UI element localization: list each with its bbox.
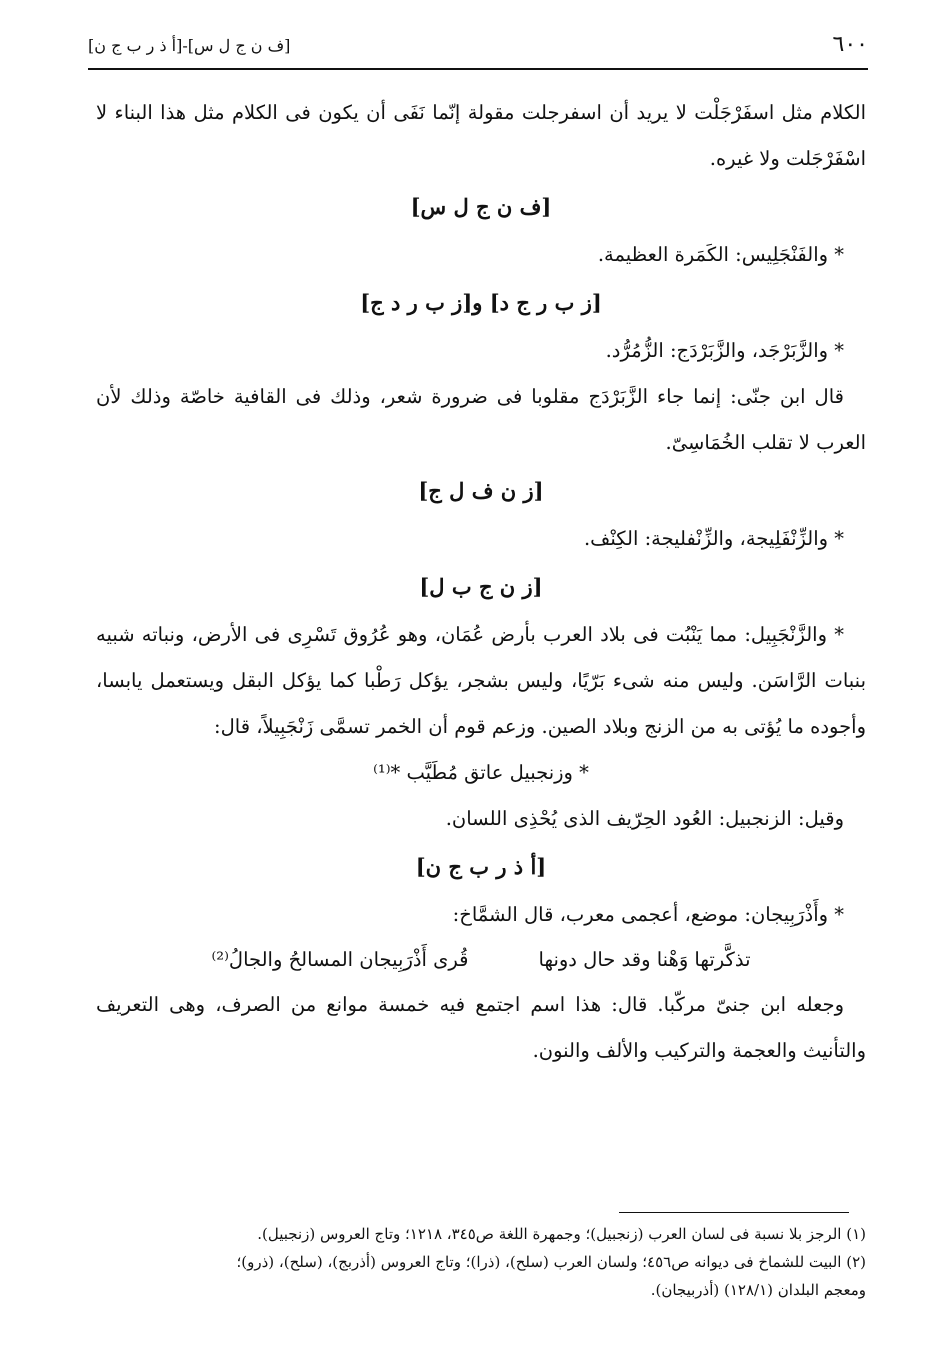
paragraph: وقيل: الزنجبيل: العُود الحِرّيف الذى يُحْذِى اللسان. [445, 807, 844, 830]
root-heading: [ف ن ج ل س] [410, 194, 552, 219]
root-heading: [ز ب ر ج د] و[ز ب ر د ج] [360, 290, 602, 315]
footnotes [96, 1220, 866, 1304]
verse-couplet [96, 938, 866, 982]
root-heading: [ز ن ج ب ل] [419, 574, 543, 599]
entry: * والزَّنْجَبِيل: مما يَنْبُت فى بلاد العرب بأرض عُمَان، وهو عُرُوق تَسْرِى فى الأرض، ونباته شبيه بنبات الرَّاسَن. وليس منه شىء بَرّيًا، وليس بشجر، يؤكل رَطْبا كما يؤكل البقل ويستعمل يابسا، وأجوده ما يُؤتى به من الزنج وبلاد الصين. وزعم قوم أن الخمر تسمَّى زَنْجَبِيلاً، قال: [96, 623, 866, 738]
main-text [96, 90, 866, 1074]
header-roots: [ف ن ج ل س]-[أ ذ ر ب ج ن] [88, 36, 291, 55]
entry: * والفَنْجَلِيس: الكَمَرة العظيمة. [597, 243, 844, 266]
root-heading: [ز ن ف ل ج] [418, 478, 544, 503]
footnote: (١) الرجز بلا نسبة فى لسان العرب (زنجبيل)؛ وجمهرة اللغة ص٣٤٥، ١٢١٨؛ وتاج العروس (زنجبيل). [257, 1225, 866, 1243]
entry: * وأَذْرَبِيجان: موضع، أعجمى معرب، قال الشمَّاخ: [452, 903, 844, 926]
footnote: (٢) البيت للشماخ فى ديوانه ص٤٥٦؛ ولسان العرب (سلح)، (ذرا)؛ وتاج العروس (أذربج)، (سلح)، (ذرو)؛ [236, 1253, 866, 1271]
entry: * والزَّبَرْجَد، والزَّبَرْدَج: الزُّمُرُّد. [605, 339, 844, 362]
verse-hemistich-first: تذكَّرتها وَهْنا وقد حال دونها [538, 948, 751, 971]
running-header [88, 30, 868, 70]
paragraph: الكلام مثل اسفَرْجَلْت لا يريد أن اسفرجلت مقولة إنّما نَفَى أن يكون فى الكلام مثل هذا البناء لا اسْفَرْجَلت ولا غيره. [96, 101, 866, 170]
footnote-separator [619, 1212, 849, 1213]
verse-hemistich-second: قُرى أَذْرَبِيجان المسالحُ والجالُ⁽²⁾ [211, 948, 469, 971]
root-heading: [أ ذ ر ب ج ن] [415, 854, 547, 879]
footnote-continuation: ومعجم البلدان (١٢٨/١) (أذربيجان). [650, 1281, 866, 1299]
paragraph: وجعله ابن جنىّ مركّبا. قال: هذا اسم اجتمع فيه خمسة موانع من الصرف، وهى التعريف والتأنيث والعجمة والتركيب والألف والنون. [96, 993, 866, 1062]
paragraph: قال ابن جنّى: إنما جاء الزَّبَرْدَج مقلوبا فى ضرورة شعر، وذلك فى القافية خاصّة وذلك لأن العرب لا تقلب الخُمَاسِىّ. [96, 385, 866, 454]
page-number: ٦٠٠ [832, 32, 868, 57]
verse-line: * وزنجبيل عاتق مُطَيَّب *⁽¹⁾ [373, 761, 589, 784]
entry: * والزِّنْفَلِيجة، والزِّنْفليجة: الكِنْف. [583, 527, 844, 550]
